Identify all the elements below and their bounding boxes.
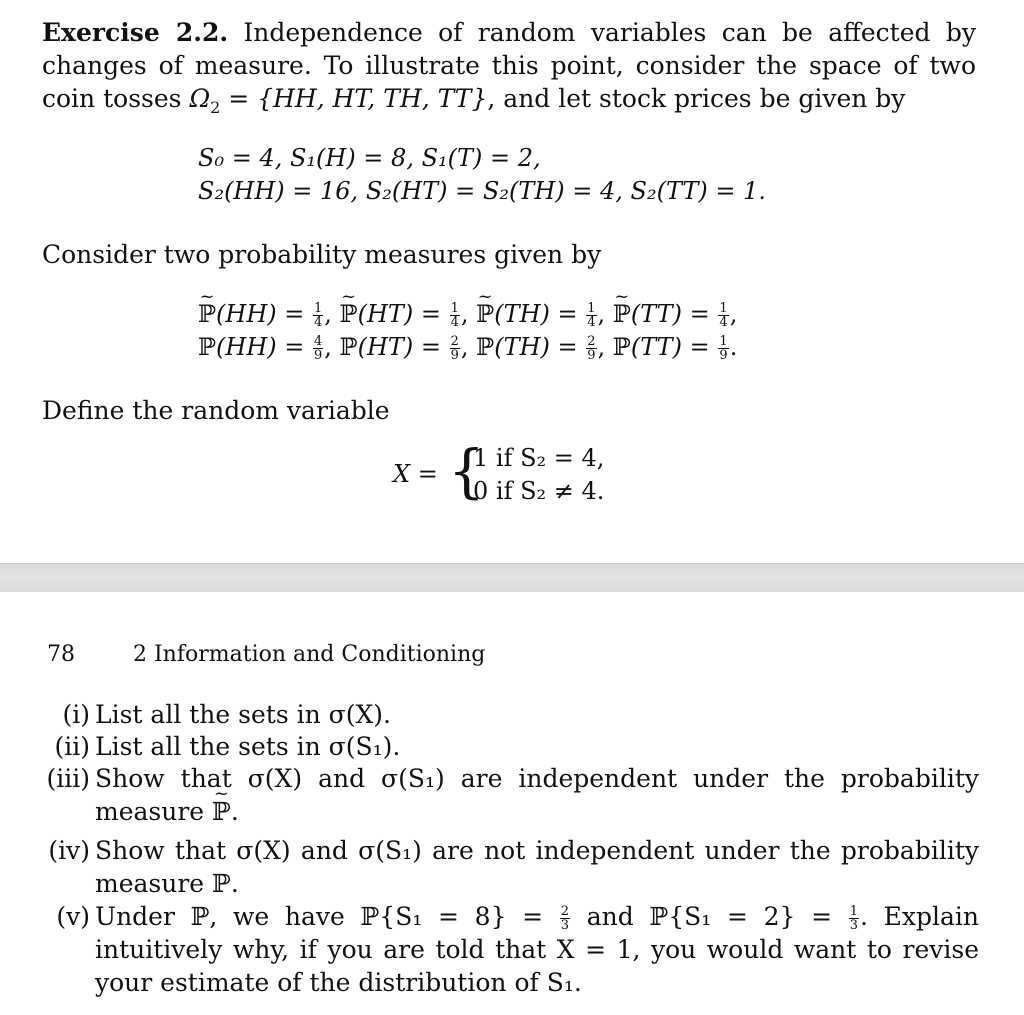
ptilde-term-1: ~ ℙ(HT) = $\frac{1}{4}$ , (340, 300, 477, 328)
item-text: Under ℙ, we have ℙ{S₁ = 8} = $\frac{2}{3}$ and ℙ{S₁ = 2} = $\frac{1}{3}$ . Explain intuitively why, if you are told that X = 1, you would want to revise your estimate of the distribution of S₁. (95, 902, 979, 997)
omega-subscript: 2 (210, 98, 221, 117)
stock-price-line-2: S₂(HH) = 16, S₂(HT) = S₂(TH) = 4, S₂(TT) = 1. (198, 177, 767, 205)
stock-price-equations (198, 142, 766, 208)
exercise-label: Exercise 2.2. (42, 18, 229, 47)
item-label: (iv) (48, 836, 90, 865)
item-text: List all the sets in σ(S₁). (95, 732, 401, 761)
page-number: 78 (47, 642, 75, 667)
ptilde-term-2: ~ ℙ(TH) = $\frac{1}{4}$ , (476, 300, 613, 328)
ptilde-line (198, 298, 737, 331)
piecewise-cases (473, 442, 604, 508)
piecewise-lhs: X = (393, 460, 438, 488)
omega-symbol: Ω (189, 84, 211, 113)
chapter-title: 2 Information and Conditioning (133, 642, 486, 667)
running-head (47, 640, 485, 670)
item-label: (i) (62, 700, 90, 729)
p-term-2: ℙ(TH) = $\frac{2}{9}$ , (476, 333, 613, 363)
exercise-intro-b: , and let stock prices be given by (487, 84, 906, 113)
p-term-1: ℙ(HT) = $\frac{2}{9}$ , (339, 333, 477, 363)
p-term-0: ℙ(HH) = $\frac{4}{9}$ , (198, 333, 340, 363)
item-label: (ii) (54, 732, 90, 761)
case-2: 0 if S₂ ≠ 4. (473, 477, 605, 505)
item-label: (iii) (46, 764, 90, 793)
page-divider (0, 563, 1024, 593)
exercise-statement (42, 16, 976, 124)
measure-equations (198, 298, 737, 364)
item-text: Show that σ(X) and σ(S₁) are independent under the probability measure ~ ℙ. (95, 762, 979, 828)
ptilde-symbol: ~ ℙ (212, 795, 231, 828)
exercise-intro-a: Independence of random variables can be affected by changes of measure. To illustrate this point, consider the space of two coin tosses (42, 18, 976, 113)
omega-set: = {HH, HT, TH, TT} (220, 84, 488, 113)
define-rv-text: Define the random variable (42, 396, 390, 425)
item-text: List all the sets in σ(X). (95, 700, 391, 729)
ptilde-term-0: ~ ℙ(HH) = $\frac{1}{4}$ , (198, 300, 340, 328)
p-line (198, 331, 737, 364)
item-label: (v) (56, 902, 90, 931)
stock-price-line-1: S₀ = 4, S₁(H) = 8, S₁(T) = 2, (198, 144, 541, 172)
left-brace: { (448, 437, 485, 505)
item-text: Show that σ(X) and σ(S₁) are not independent under the probability measure ℙ. (95, 836, 979, 898)
ptilde-symbol: ~ ℙ (198, 298, 216, 331)
p-term-3: ℙ(TT) = $\frac{1}{9}$ . (612, 333, 738, 363)
case-1: 1 if S₂ = 4, (473, 444, 605, 472)
measures-intro: Consider two probability measures given by (42, 240, 602, 269)
ptilde-term-3: ~ ℙ(TT) = $\frac{1}{4}$ , (613, 300, 738, 328)
